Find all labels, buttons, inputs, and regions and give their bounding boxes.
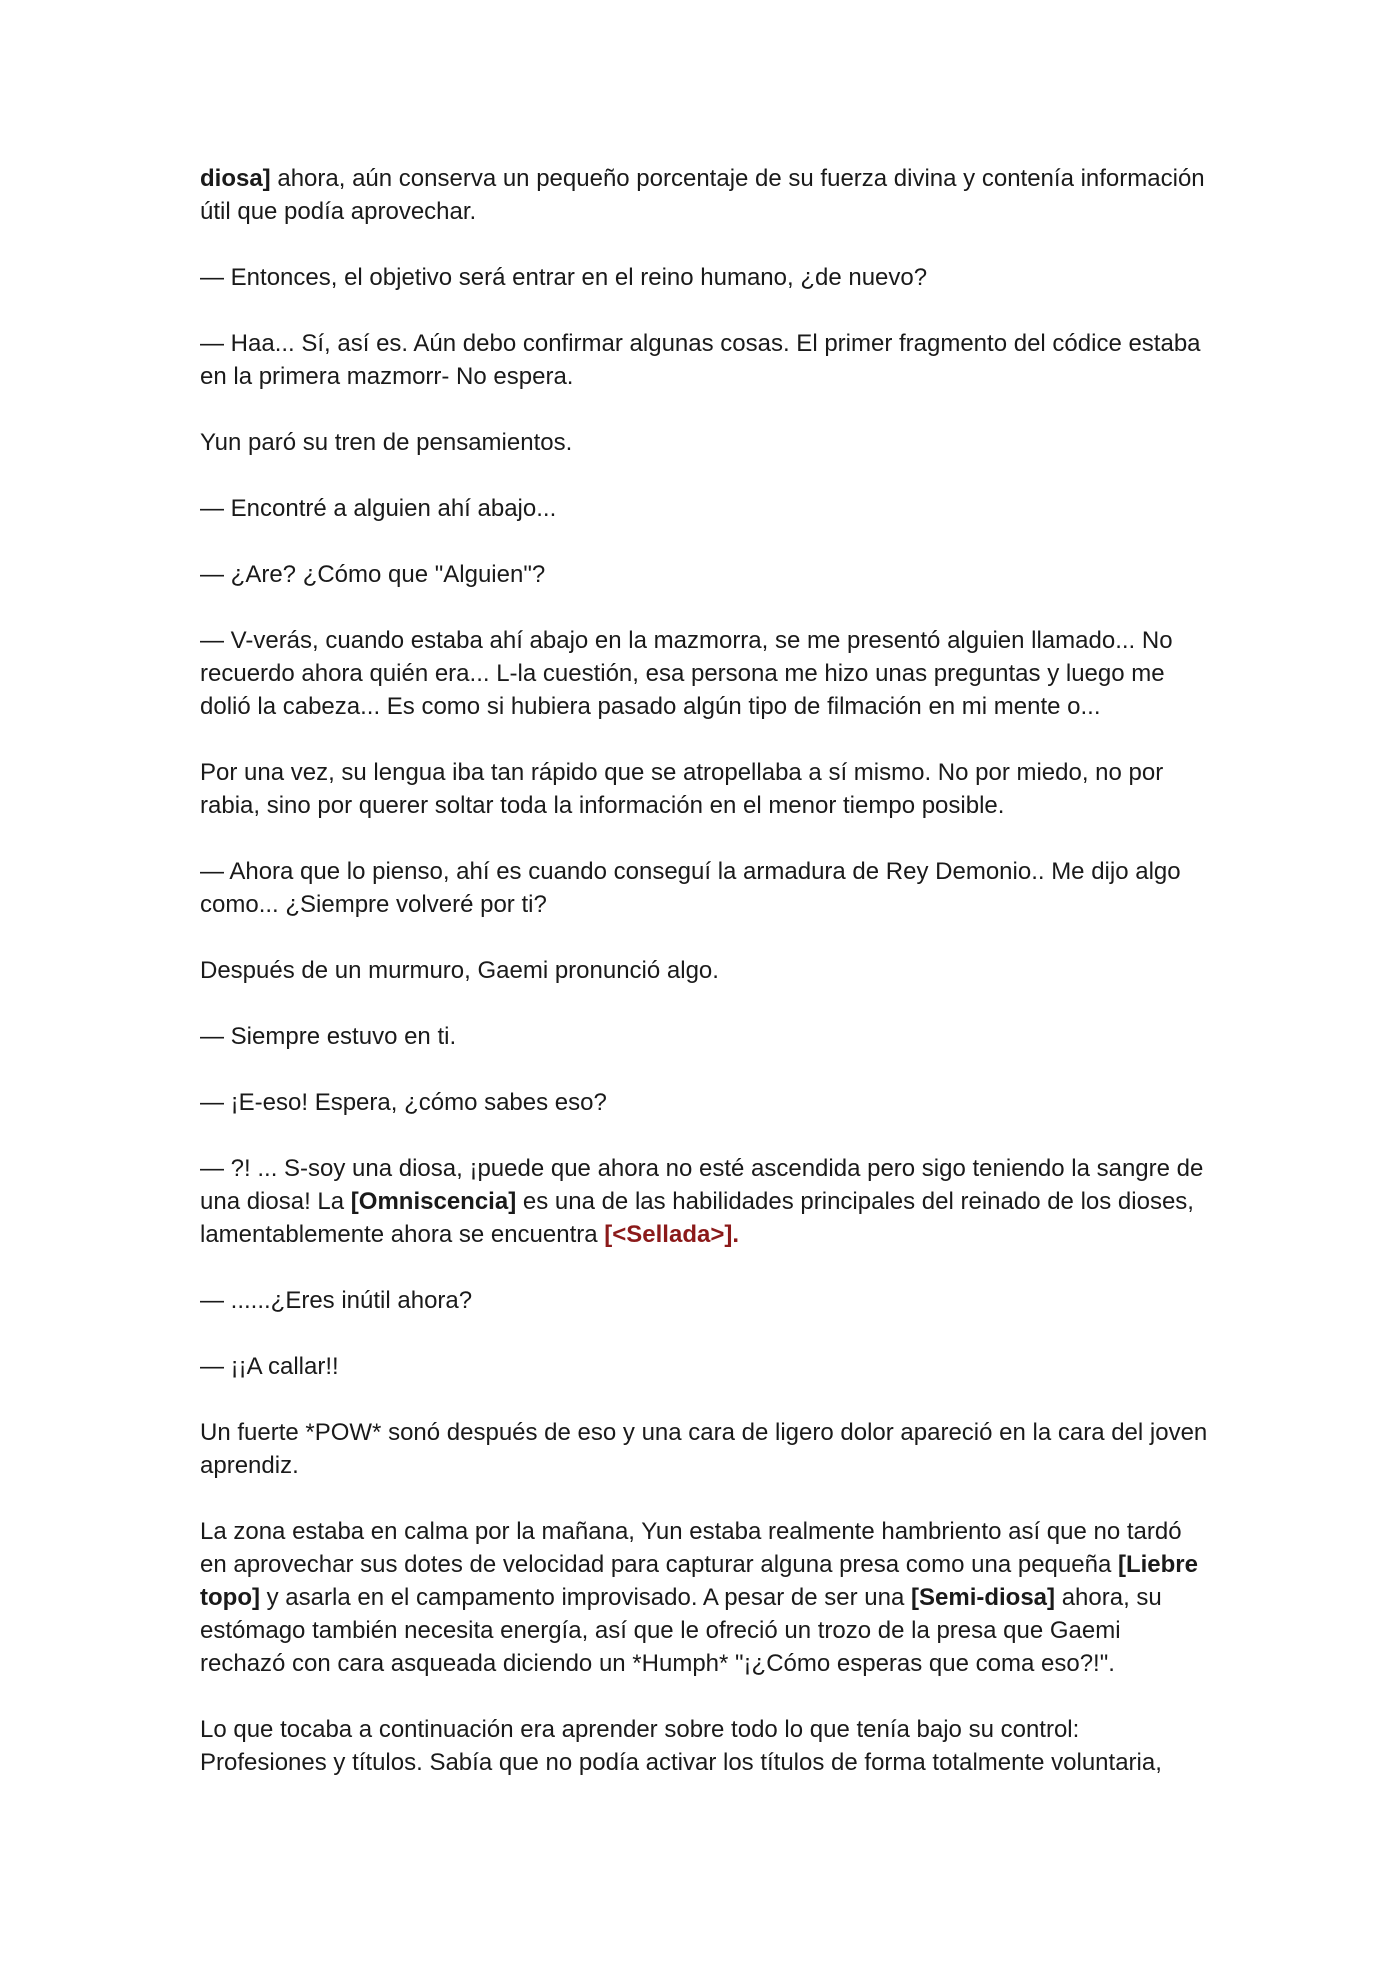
highlighted-status: [<Sellada>]. (604, 1221, 739, 1248)
text-run: ahora, su estómago también necesita energía, así que le ofreció un trozo de la presa que Gaemi rechazó con cara asqueada diciendo un *Humph* "¡¿Cómo esperas que coma eso?!". (200, 1584, 1162, 1677)
paragraph (200, 1152, 1210, 1251)
paragraph (200, 855, 1210, 921)
text-run: — Encontré a alguien ahí abajo... (200, 495, 557, 522)
paragraph (200, 756, 1210, 822)
text-run: Por una vez, su lengua iba tan rápido que se atropellaba a sí mismo. No por miedo, no por rabia, sino por querer soltar toda la información en el menor tiempo posible. (200, 759, 1164, 819)
paragraph (200, 1086, 1210, 1119)
paragraph (200, 1713, 1210, 1779)
text-run: — Siempre estuvo en ti. (200, 1023, 457, 1050)
text-run: — V-verás, cuando estaba ahí abajo en la mazmorra, se me presentó alguien llamado... No recuerdo ahora quién era... L-la cuestión, esa persona me hizo unas preguntas y luego me dolió la cabeza... Es como si hubiera pasado algún tipo de filmación en mi mente o... (200, 627, 1173, 720)
paragraph (200, 1416, 1210, 1482)
text-run: — ¡¡A callar!! (200, 1353, 339, 1380)
text-run: ahora, aún conserva un pequeño porcentaje de su fuerza divina y contenía información útil que podía aprovechar. (200, 165, 1205, 225)
paragraph (200, 1020, 1210, 1053)
paragraph (200, 624, 1210, 723)
paragraph (200, 1515, 1210, 1680)
text-run: Lo que tocaba a continuación era aprender sobre todo lo que tenía bajo su control: Profesiones y títulos. Sabía que no podía activar los títulos de forma totalmente voluntaria, (200, 1716, 1162, 1776)
bold-term: [Semi-diosa] (911, 1584, 1056, 1611)
text-run: — ¡E-eso! Espera, ¿cómo sabes eso? (200, 1089, 607, 1116)
bold-term: [Omniscencia] (350, 1188, 517, 1215)
text-run: — Ahora que lo pienso, ahí es cuando conseguí la armadura de Rey Demonio.. Me dijo algo como... ¿Siempre volveré por ti? (200, 858, 1181, 918)
text-run: — ¿Are? ¿Cómo que "Alguien"? (200, 561, 546, 588)
document-page (200, 162, 1210, 1779)
paragraph (200, 162, 1210, 228)
paragraph (200, 558, 1210, 591)
paragraph (200, 492, 1210, 525)
paragraph (200, 1350, 1210, 1383)
bold-term: [Liebre topo] (200, 1551, 1198, 1611)
paragraph (200, 954, 1210, 987)
text-run: — Haa... Sí, así es. Aún debo confirmar algunas cosas. El primer fragmento del códice estaba en la primera mazmorr- No espera. (200, 330, 1201, 390)
text-run: Yun paró su tren de pensamientos. (200, 429, 573, 456)
text-run: es una de las habilidades principales del reinado de los dioses, lamentablemente ahora se encuentra (200, 1188, 1194, 1248)
text-run: — ......¿Eres inútil ahora? (200, 1287, 473, 1314)
bold-term: diosa] (200, 165, 271, 192)
paragraph (200, 1284, 1210, 1317)
paragraph (200, 426, 1210, 459)
text-run: — ?! ... S-soy una diosa, ¡puede que ahora no esté ascendida pero sigo teniendo la sangre de una diosa! La (200, 1155, 1204, 1215)
text-run: Después de un murmuro, Gaemi pronunció algo. (200, 957, 719, 984)
text-run: y asarla en el campamento improvisado. A pesar de ser una (259, 1584, 911, 1611)
paragraph (200, 327, 1210, 393)
text-run: — Entonces, el objetivo será entrar en el reino humano, ¿de nuevo? (200, 264, 928, 291)
text-run: Un fuerte *POW* sonó después de eso y una cara de ligero dolor apareció en la cara del joven aprendiz. (200, 1419, 1208, 1479)
paragraph (200, 261, 1210, 294)
text-run: La zona estaba en calma por la mañana, Yun estaba realmente hambriento así que no tardó en aprovechar sus dotes de velocidad para capturar alguna presa como una pequeña (200, 1518, 1182, 1578)
